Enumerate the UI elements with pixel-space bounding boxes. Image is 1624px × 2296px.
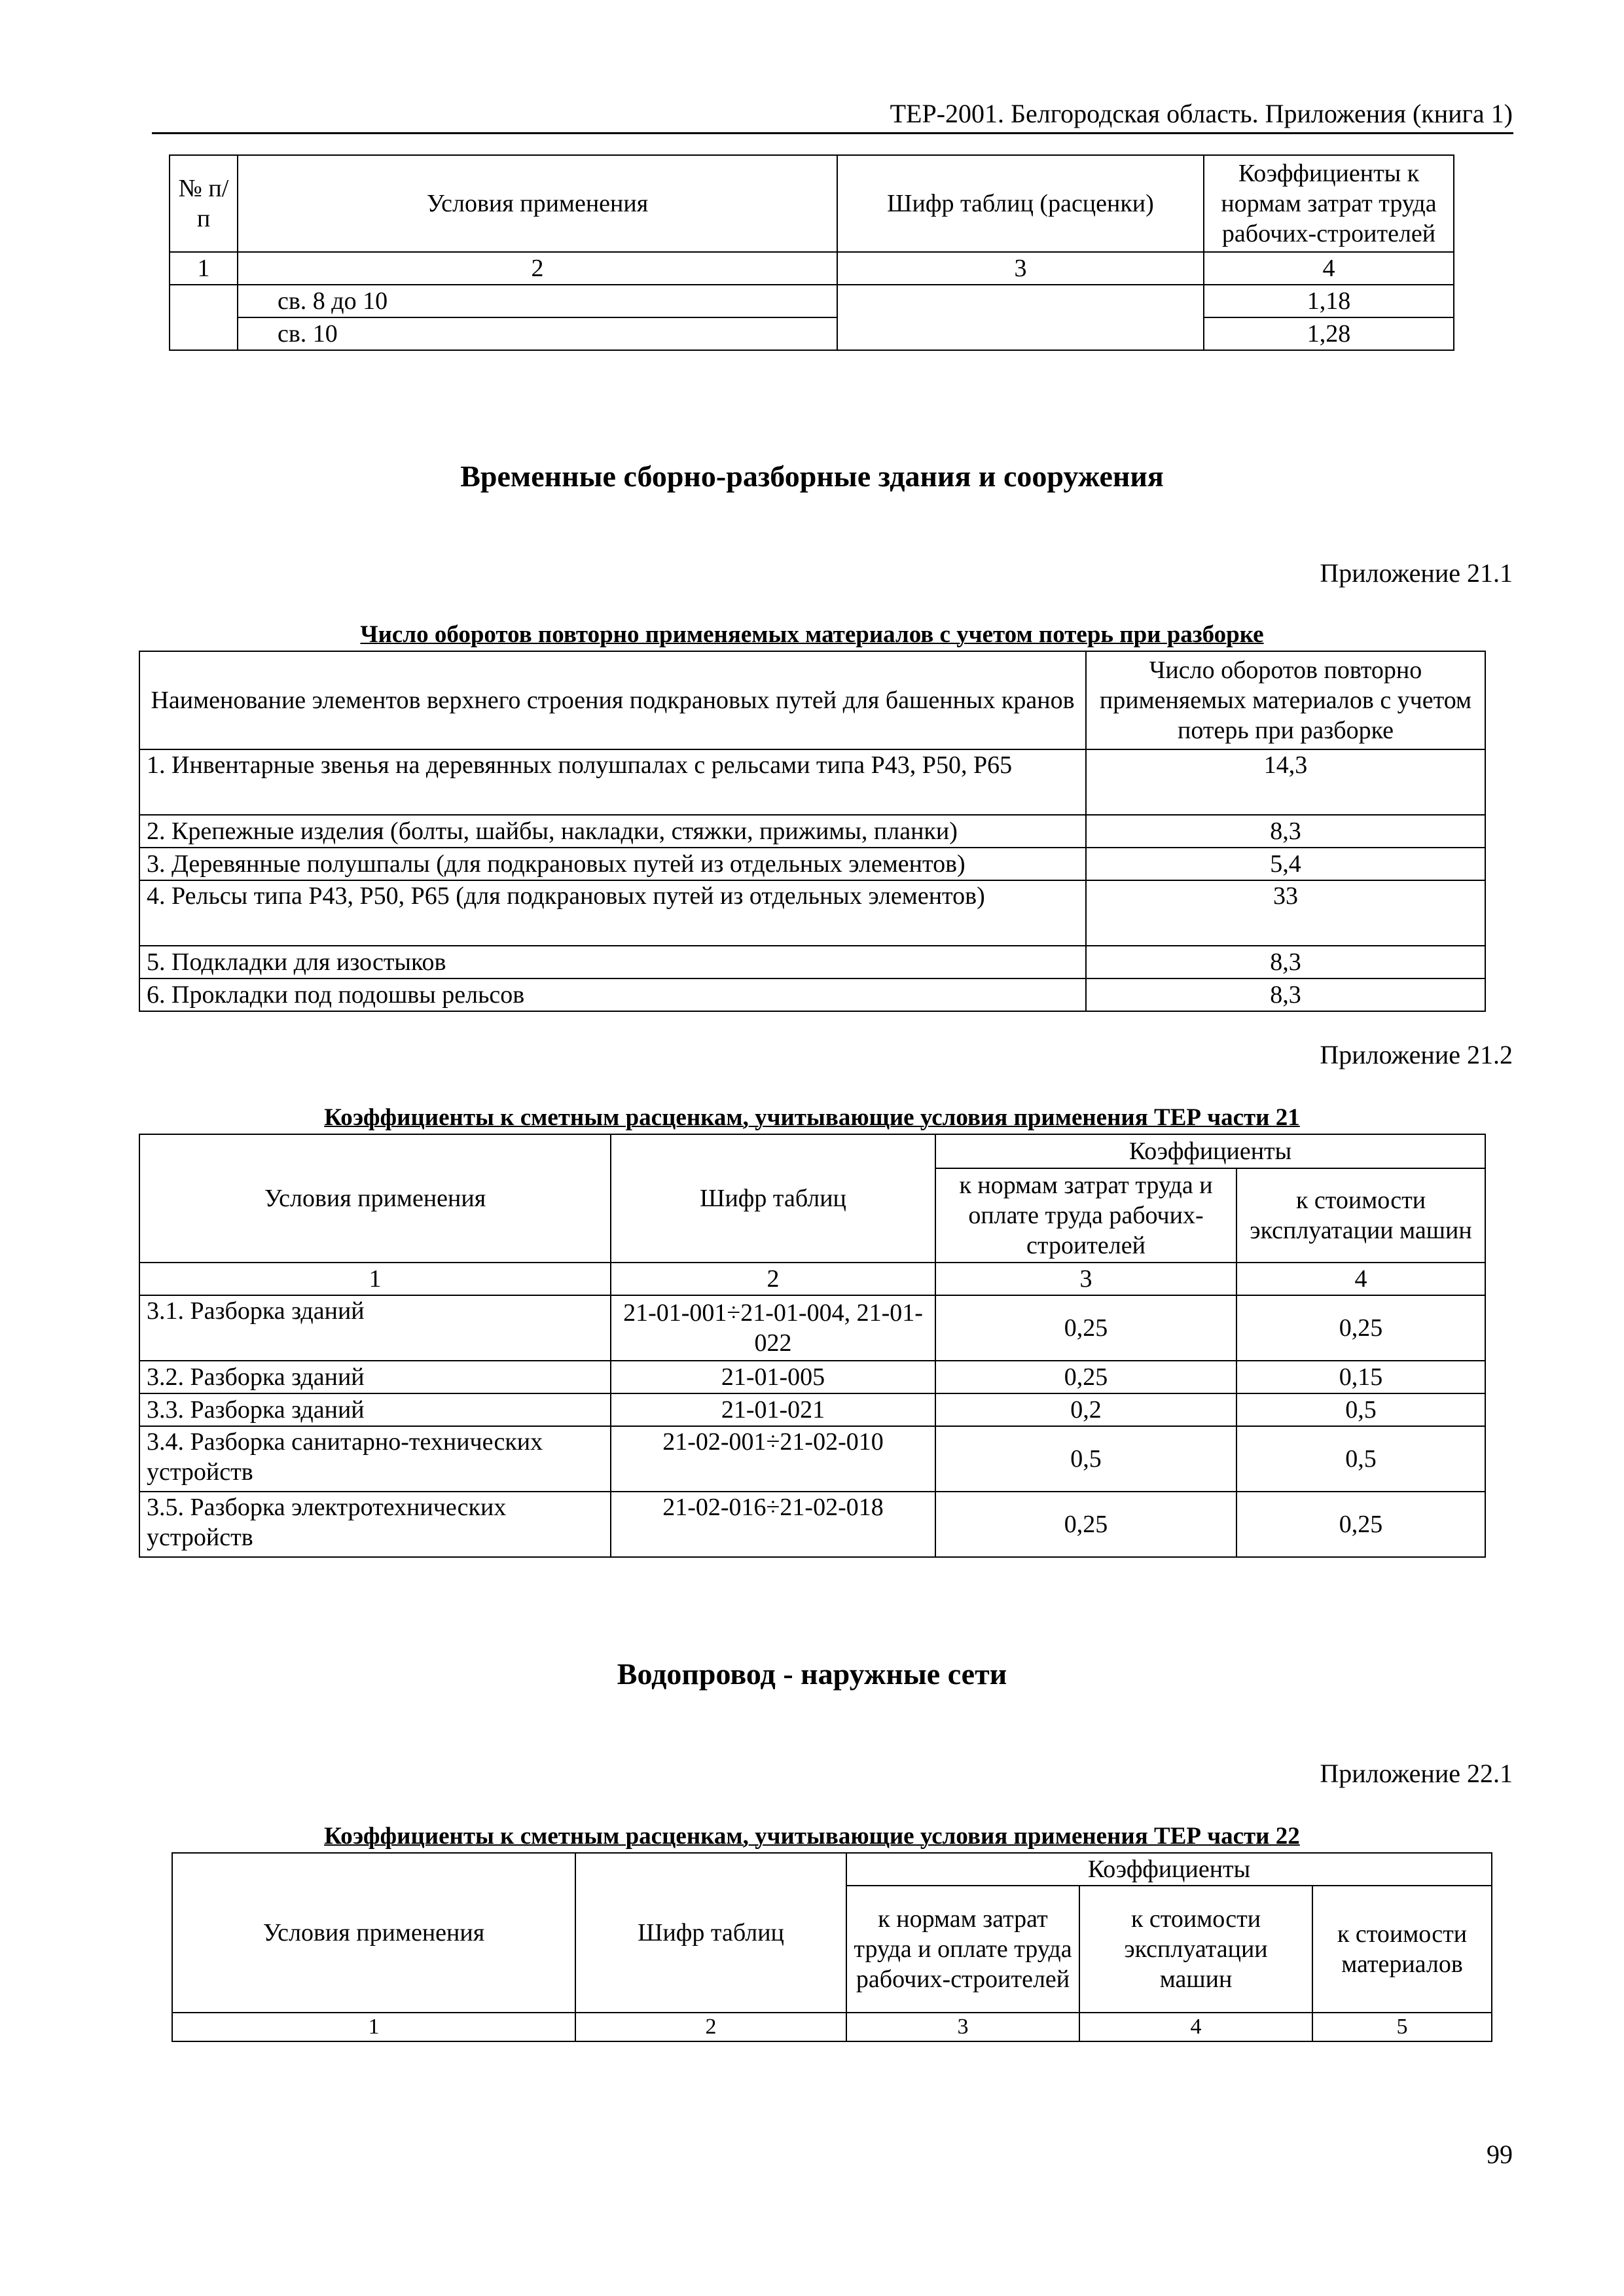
turnover-table (139, 651, 1486, 1012)
table-row (139, 880, 1485, 946)
column-number-cell: 4 (1236, 1263, 1485, 1295)
machines-coefficient-cell: 0,25 (1236, 1295, 1485, 1361)
column-number-cell: 1 (172, 2013, 575, 2041)
column-number-cell: 1 (139, 1263, 611, 1295)
coefficients-table-22 (171, 1852, 1492, 2042)
table-row (170, 285, 1454, 317)
appendix-label: Приложение 21.1 (1320, 558, 1513, 588)
element-name-cell: 1. Инвентарные звенья на деревянных полушпалах с рельсами типа Р43, Р50, Р65 (139, 749, 1086, 815)
turnover-value-cell: 8,3 (1086, 946, 1485, 978)
running-header: ТЕР-2001. Белгородская область. Приложения (книга 1) (890, 99, 1513, 128)
condition-cell: 3.3. Разборка зданий (139, 1393, 611, 1426)
header-cell-machines: к стоимости эксплуатации машин (1236, 1168, 1485, 1263)
condition-cell: св. 10 (238, 317, 837, 350)
page-number: 99 (1487, 2140, 1513, 2169)
header-cell-code: Шифр таблиц (611, 1134, 935, 1263)
header-cell-coefficients: Коэффициенты (846, 1853, 1492, 1886)
labor-coefficient-cell: 0,25 (935, 1361, 1236, 1393)
coefficients-table-21 (139, 1134, 1486, 1558)
header-cell-code: Шифр таблиц (575, 1853, 846, 2013)
table-row (139, 1426, 1485, 1492)
table-row (170, 317, 1454, 350)
labor-coefficient-cell: 0,25 (935, 1295, 1236, 1361)
machines-coefficient-cell: 0,25 (1236, 1492, 1485, 1557)
labor-coefficient-cell: 0,2 (935, 1393, 1236, 1426)
code-cell: 21-02-001÷21-02-010 (611, 1426, 935, 1492)
table-caption: Число оборотов повторно применяемых материалов с учетом потерь при разборке (360, 621, 1264, 648)
machines-coefficient-cell: 0,5 (1236, 1393, 1485, 1426)
turnover-value-cell: 8,3 (1086, 815, 1485, 848)
continuation-table (169, 154, 1454, 351)
code-cell: 21-01-021 (611, 1393, 935, 1426)
header-cell-conditions: Условия применения (139, 1134, 611, 1263)
code-cell: 21-01-005 (611, 1361, 935, 1393)
header-cell-materials: к стоимости материалов (1312, 1886, 1492, 2013)
header-cell-conditions: Условия применения (172, 1853, 575, 2013)
machines-coefficient-cell: 0,15 (1236, 1361, 1485, 1393)
column-number-cell: 4 (1204, 252, 1454, 285)
code-cell: 21-02-016÷21-02-018 (611, 1492, 935, 1557)
header-cell-code: Шифр таблиц (расценки) (837, 155, 1204, 252)
turnover-value-cell: 14,3 (1086, 749, 1485, 815)
header-cell-coefficients: Коэффициенты (935, 1134, 1485, 1168)
turnover-value-cell: 5,4 (1086, 848, 1485, 880)
table-caption: Коэффициенты к сметным расценкам, учитывающие условия применения ТЕР части 22 (324, 1823, 1300, 1850)
element-name-cell: 5. Подкладки для изостыков (139, 946, 1086, 978)
section-title: Водопровод - наружные сети (617, 1657, 1007, 1691)
table-row (139, 749, 1485, 815)
turnover-value-cell: 33 (1086, 880, 1485, 946)
element-name-cell: 3. Деревянные полушпалы (для подкрановых путей из отдельных элементов) (139, 848, 1086, 880)
condition-cell: 3.5. Разборка электротехнических устройств (139, 1492, 611, 1557)
column-number-cell: 3 (935, 1263, 1236, 1295)
labor-coefficient-cell: 0,25 (935, 1492, 1236, 1557)
table-row (139, 1492, 1485, 1557)
code-cell: 21-01-001÷21-01-004, 21-01-022 (611, 1295, 935, 1361)
header-cell-conditions: Условия применения (238, 155, 837, 252)
column-number-cell: 5 (1312, 2013, 1492, 2041)
column-number-cell: 4 (1079, 2013, 1312, 2041)
table-row (139, 946, 1485, 978)
column-number-cell: 2 (575, 2013, 846, 2041)
table-row (139, 978, 1485, 1011)
table-row (139, 1361, 1485, 1393)
table-row (139, 815, 1485, 848)
element-name-cell: 2. Крепежные изделия (болты, шайбы, накладки, стяжки, прижимы, планки) (139, 815, 1086, 848)
header-cell-coefficient: Коэффициенты к нормам затрат труда рабочих-строителей (1204, 155, 1454, 252)
element-name-cell: 6. Прокладки под подошвы рельсов (139, 978, 1086, 1011)
header-rule (152, 132, 1513, 134)
header-cell-element-name: Наименование элементов верхнего строения подкрановых путей для башенных кранов (139, 651, 1086, 749)
header-cell-machines: к стоимости эксплуатации машин (1079, 1886, 1312, 2013)
condition-cell: 3.2. Разборка зданий (139, 1361, 611, 1393)
empty-cell (170, 285, 238, 350)
header-cell-labor: к нормам затрат труда и оплате труда рабочих-строителей (935, 1168, 1236, 1263)
header-cell-turnover: Число оборотов повторно применяемых материалов с учетом потерь при разборке (1086, 651, 1485, 749)
table-row (139, 1295, 1485, 1361)
appendix-label: Приложение 21.2 (1320, 1040, 1513, 1069)
section-title: Временные сборно-разборные здания и сооружения (460, 459, 1164, 493)
column-number-cell: 2 (611, 1263, 935, 1295)
empty-cell (837, 285, 1204, 350)
appendix-label: Приложение 22.1 (1320, 1759, 1513, 1788)
machines-coefficient-cell: 0,5 (1236, 1426, 1485, 1492)
header-cell-labor: к нормам затрат труда и оплате труда рабочих-строителей (846, 1886, 1079, 2013)
column-number-cell: 3 (846, 2013, 1079, 2041)
value-cell: 1,28 (1204, 317, 1454, 350)
condition-cell: 3.4. Разборка санитарно-технических устройств (139, 1426, 611, 1492)
value-cell: 1,18 (1204, 285, 1454, 317)
condition-cell: св. 8 до 10 (238, 285, 837, 317)
header-cell-number: № п/п (170, 155, 238, 252)
table-row (139, 1393, 1485, 1426)
column-number-cell: 1 (170, 252, 238, 285)
table-row (139, 848, 1485, 880)
labor-coefficient-cell: 0,5 (935, 1426, 1236, 1492)
column-number-cell: 3 (837, 252, 1204, 285)
turnover-value-cell: 8,3 (1086, 978, 1485, 1011)
condition-cell: 3.1. Разборка зданий (139, 1295, 611, 1361)
table-caption: Коэффициенты к сметным расценкам, учитывающие условия применения ТЕР части 21 (324, 1104, 1300, 1131)
column-number-cell: 2 (238, 252, 837, 285)
element-name-cell: 4. Рельсы типа Р43, Р50, Р65 (для подкрановых путей из отдельных элементов) (139, 880, 1086, 946)
